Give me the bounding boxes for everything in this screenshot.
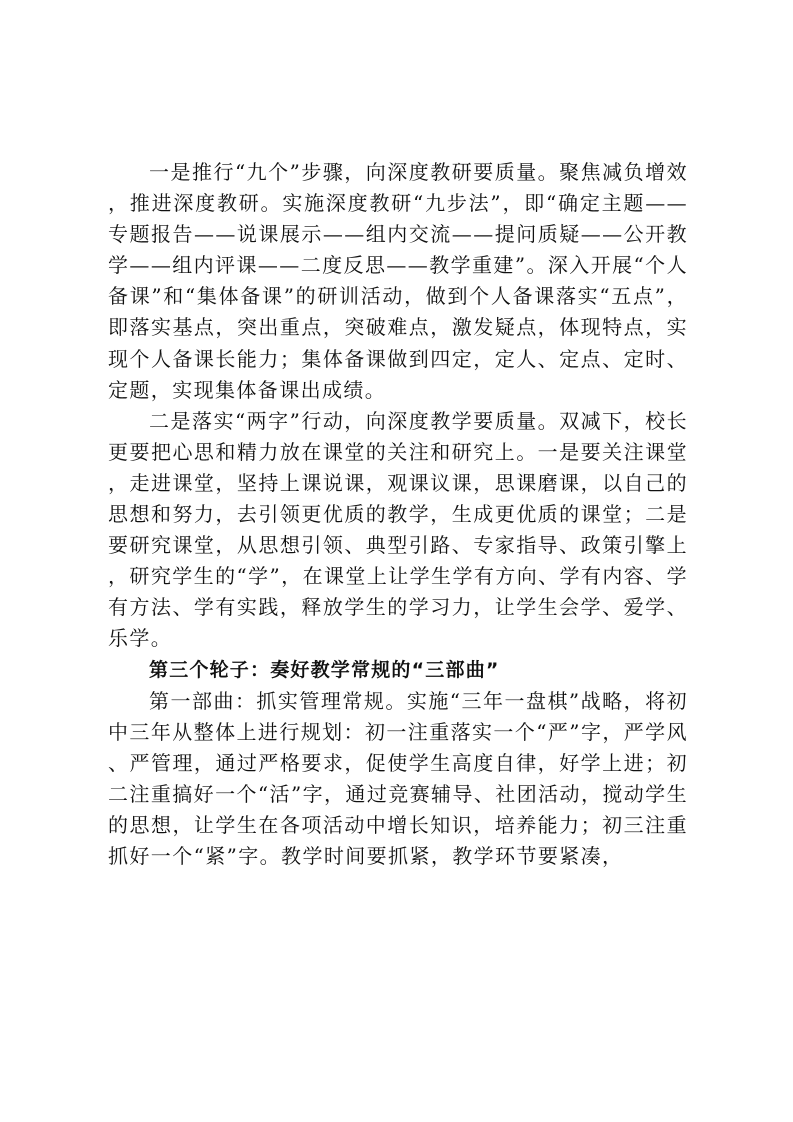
paragraph-deep-teaching: 二是落实“两字”行动，向深度教学要质量。双减下，校长更要把心思和精力放在课堂的关注和研究上。一是要关注课堂，走进课堂，坚持上课说课，观课议课，思课磨课，以自己的思想和努力，去引领更优质的教学，生成更优质的课堂；二是要研究课堂，从思想引领、典型引路、专家指导、政策引擎上，研究学生的“学”，在课堂上让学生学有方向、学有内容、学有方法、学有实践，释放学生的学习力，让学生会学、爱学、乐学。 bbox=[108, 408, 688, 651]
paragraph-deep-research: 一是推行“九个”步骤，向深度教研要质量。聚焦减负增效，推进深度教研。实施深度教研“九步法”，即“确定主题——专题报告——说课展示——组内交流——提问质疑——公开教学——组内评课——二度反思——教学重建”。深入开展“个人备课”和“集体备课”的研训活动，做到个人备课落实“五点”，即落实基点，突出重点，突破难点，激发疑点，体现特点，实现个人备课长能力；集体备课做到四定，定人、定点、定时、定题，实现集体备课出成绩。 bbox=[108, 160, 688, 402]
section-heading-third-wheel: 第三个轮子：奏好教学常规的“三部曲” bbox=[149, 658, 500, 681]
document-page bbox=[108, 157, 688, 872]
paragraph-management-routine: 第一部曲：抓实管理常规。实施“三年一盘棋”战略，将初中三年从整体上进行规划：初一注重落实一个“严”字，严学风、严管理，通过严格要求，促使学生高度自律，好学上进；初二注重搞好一个“活”字，通过竞赛辅导、社团活动，搅动学生的思想，让学生在各项活动中增长知识，培养能力；初三注重抓好一个“紧”字。教学时间要抓紧，教学环节要紧凑， bbox=[108, 688, 688, 869]
